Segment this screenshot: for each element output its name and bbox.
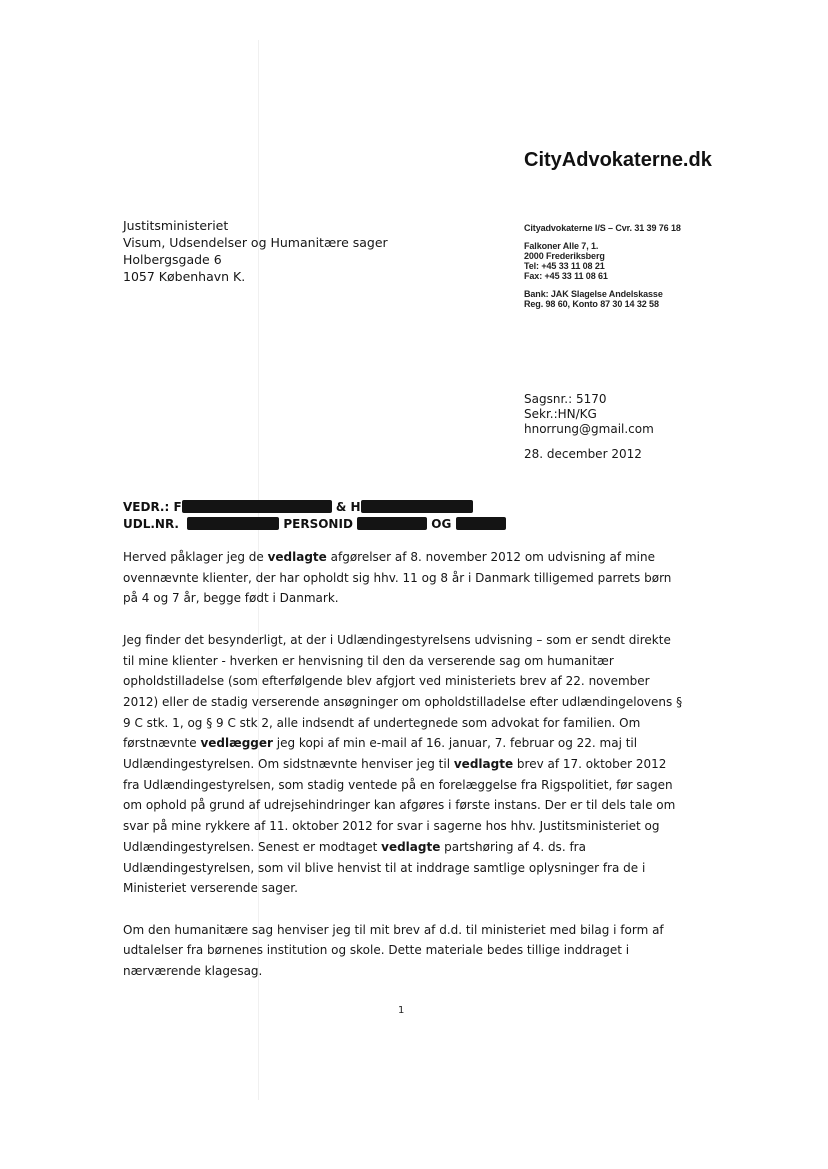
recipient-line: 1057 København K. — [123, 269, 246, 284]
firm-bank-account: Reg. 98 60, Konto 87 30 14 32 58 — [524, 299, 659, 309]
redaction-bar — [182, 500, 332, 513]
subject-line-2 — [123, 516, 506, 533]
redaction-bar — [361, 500, 473, 513]
redaction-bar — [357, 517, 427, 530]
paragraph-appeal: Herved påklager jeg de vedlagte afgørelser af 8. november 2012 om udvisning af mine ovennævnte klienter, der har opholdt sig hhv. 11 og 8 år i Danmark tilligemed parrets børn på 4 og 7 år, begge født i Danmark. — [123, 550, 672, 606]
firm-address-line1: Falkoner Alle 7, 1. — [524, 241, 599, 251]
vedr-label: VEDR.: F — [123, 500, 182, 514]
letter-date: 28. december 2012 — [524, 447, 642, 461]
firm-phone: Tel: +45 33 11 08 21 — [524, 261, 605, 271]
firm-logo: CityAdvokaterne.dk — [524, 149, 712, 171]
firm-fax: Fax: +45 33 11 08 61 — [524, 271, 608, 281]
recipient-line: Holbergsgade 6 — [123, 252, 222, 267]
secretary-initials: Sekr.:HN/KG — [524, 407, 597, 421]
contact-email: hnorrung@gmail.com — [524, 422, 654, 436]
recipient-line: Justitsministeriet — [123, 218, 229, 233]
letter-body — [123, 547, 703, 1002]
og-label: OG — [431, 517, 452, 531]
paragraph-humanitarian: Om den humanitære sag henviser jeg til mit brev af d.d. til ministeriet med bilag i form af udtalelser fra børnenes institution og skole. Dette materiale bedes tillige inddraget i nærværende klagesag. — [123, 922, 664, 979]
udl-nr-label: UDL.NR. — [123, 517, 179, 531]
recipient-address — [123, 217, 388, 285]
page-number: 1 — [398, 1005, 405, 1016]
subject-block — [123, 499, 506, 533]
personid-label: PERSONID — [283, 517, 353, 531]
firm-address-line2: 2000 Frederiksberg — [524, 251, 605, 261]
case-number: Sagsnr.: 5170 — [524, 392, 607, 406]
recipient-line: Visum, Udsendelser og Humanitære sager — [123, 235, 388, 250]
and-h-label: & H — [335, 500, 361, 514]
subject-line-1 — [123, 499, 506, 516]
firm-contact-block — [524, 223, 681, 309]
firm-bank: Bank: JAK Slagelse Andelskasse — [524, 289, 663, 299]
redaction-bar — [187, 517, 279, 530]
paragraph-background: Jeg finder det besynderligt, at der i Udlændingestyrelsens udvisning – som er sendt direkte til mine klienter - hverken er henvisning til den da verserende sag om humanitær opholdstilladelse (som efterfølgende blev afgjort ved ministeriets brev af 22. november 2012) eller de stadig verserende ansøgninger om opholdstilladelse efter udlændingelovens § 9 C stk. 1, og § 9 C stk 2, alle indsendt af undertegnede som advokat for familien. Om førstnævnte vedlægger jeg kopi af min e-mail af 16. januar, 7. februar og 22. maj til Udlændingestyrelsen. Om sidstnævnte henviser jeg til vedlagte brev af 17. oktober 2012 fra Udlændingestyrelsen, som stadig ventede på en forelæggelse fra Rigspolitiet, før sagen om ophold på grund af udrejsehindringer kan afgøres i første instans. Der er til dels tale om svar på mine rykkere af 11. oktober 2012 for svar i sagerne hos hhv. Justitsministeriet og Udlændingestyrelsen. Senest er modtaget vedlagte partshøring af 4. ds. fra Udlændingestyrelsen, som vil blive henvist til at inddrage samtlige oplysninger fra de i Ministeriet verserende sager. — [123, 632, 683, 896]
case-reference — [524, 392, 654, 437]
firm-name: Cityadvokaterne I/S – Cvr. 31 39 76 18 — [524, 223, 681, 233]
redaction-bar — [456, 517, 506, 530]
